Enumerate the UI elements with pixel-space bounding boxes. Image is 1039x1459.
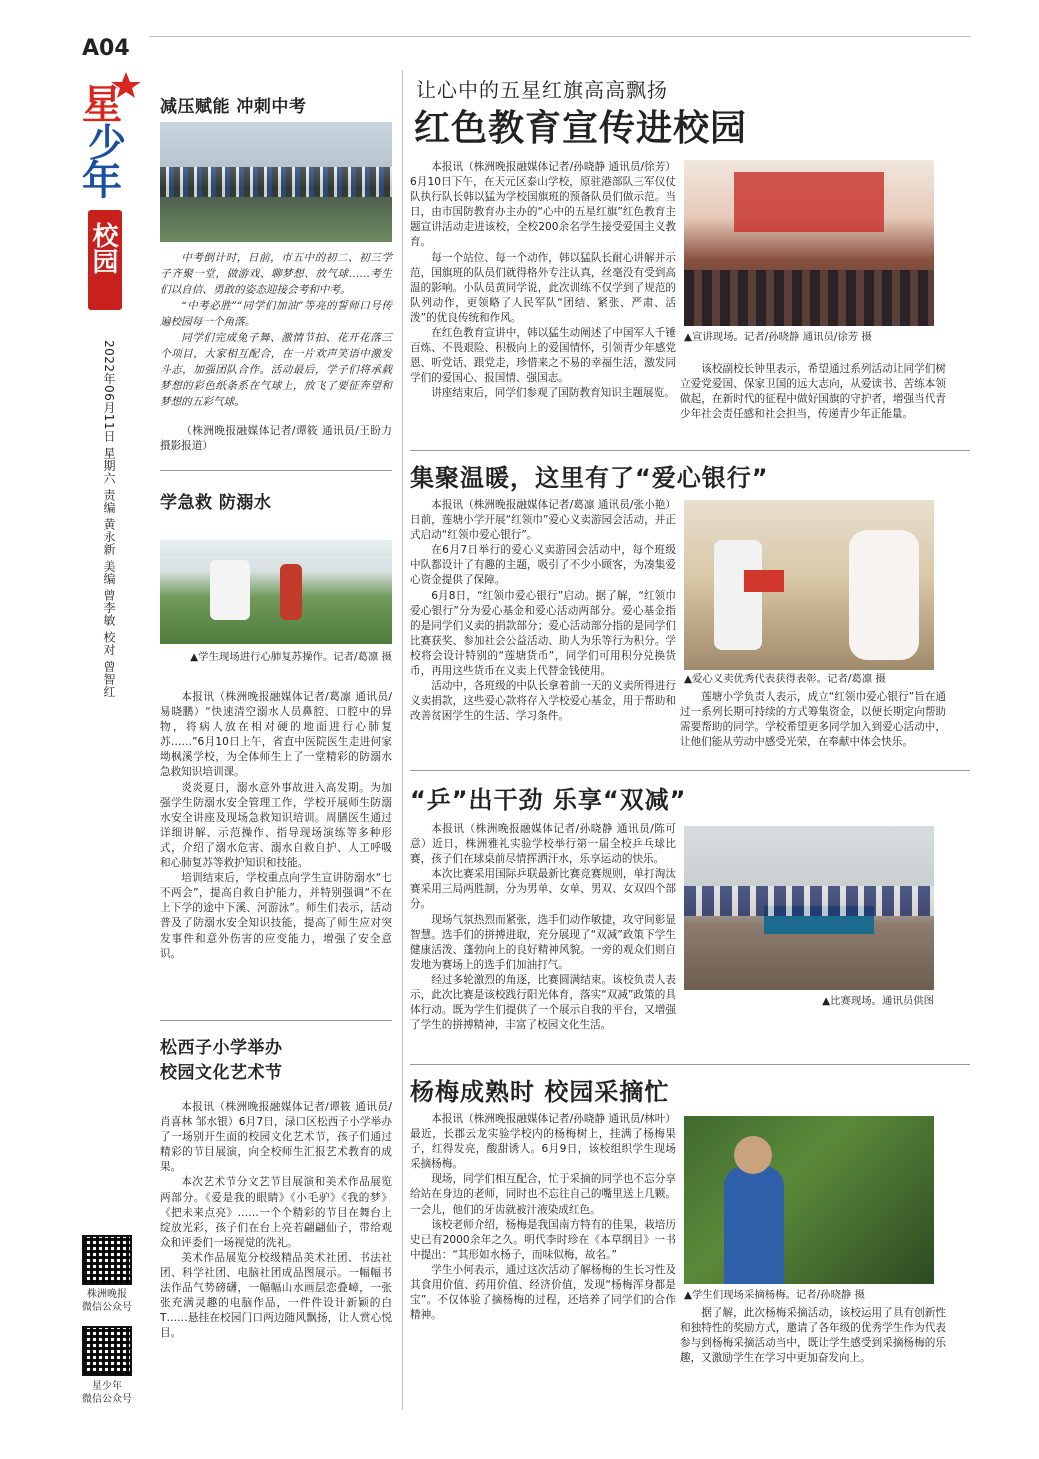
main-caption: ▲宣讲现场。记者/孙晓静 通讯员/徐芳 摄 [684,331,872,343]
article7-body: 本报讯（株洲晚报融媒体记者/孙晓静 通讯员/林叶）最近，长郡云龙实验学校内的杨梅树上，挂满了杨梅果子，红得发亮，酸甜诱人。6月9日，该校组织学生现场采摘杨梅。 现场，同学们相互配合，忙于采摘的同学也不忘分享给站在身边的老师，同时也不忘往自己的嘴里送上几颗。一会儿，他们的牙齿就被汁液染成红色。 该校老师介绍，杨梅是我国南方特有的佳果，栽培历史已有2000余年之久。明代李时珍在《本草纲目》一书中提出：“其形如水杨子，而味似梅，故名。” 学生小何表示，通过这次活动了解杨梅的生长习性及其食用价值、药用价值、经济价值，发现“杨梅浑身都是宝”。不仅体验了摘杨梅的过程，还培养了同学们的合作精神。 [410,1113,676,1322]
article6-photo [684,826,934,990]
side-info: 2022年06月11日 星期六 责编 黄永新 美编 曾李敏 校对 曾智红 [102,340,116,698]
article1-credit: （株洲晚报融媒体记者/谭筱 通讯员/王盼力 摄影报道） [160,425,392,453]
article7-title: 杨梅成熟时 校园采摘忙 [410,1078,670,1106]
article1-title: 减压赋能 冲刺中考 [160,97,307,117]
qr-label-zhuzhou: 株洲晚报 微信公众号 [82,1289,132,1313]
article7-caption: ▲学生们现场采摘杨梅。记者/孙晓静 摄 [684,1289,866,1301]
svg-text:星: 星 [82,82,122,128]
article5-photo [684,500,934,670]
article3-title: 松西子小学举办 校园文化艺术节 [160,1038,283,1083]
article5-caption: ▲爱心义卖优秀代表获得表彰。记者/葛凛 摄 [684,673,886,685]
page-number: A04 [82,36,130,61]
divider-2 [160,1020,392,1021]
qr-label-xingshaonian: 星少年 微信公众号 [82,1381,132,1405]
qr-code-xingshaonian [82,1326,132,1376]
main-body-col1: 本报讯（株洲晚报融媒体记者/孙晓静 通讯员/徐芳）6月10日下午，在天元区泰山学校，原驻港部队三军仪仗队执行队长韩以猛为学校国旗班的预备队员们做示范。当日，由市国防教育办主办的“心中的五星红旗”红色教育主题宣讲活动走进该校，全校200余名学生接受爱国主义教育。 每一个站位、每一个动作，韩以猛队长耐心讲解并示范，国旗班的队员们就得格外专注认真，丝毫没有受到高温的影响。小队员黄同学说，此次训练不仅学到了规范的队列动作，更领略了人民军队“团结、紧张、严肃、活泼”的优良传统和作风。 在红色教育宣讲中，韩以猛生动阐述了中国军人千锤百炼、不畏艰险、积极向上的爱国情怀，引领青少年感党恩、听党话、跟党走，珍惜来之不易的幸福生活，激发同学们的爱国心、报国情、强国志。 讲座结束后，同学们参观了国防教育知识主题展览。 [410,161,676,400]
header-rule [150,36,970,37]
main-photo [684,160,934,326]
svg-text:少: 少 [88,121,127,165]
main-kicker: 让心中的五星红旗高高飘扬 [416,78,668,102]
article5-body-col1: 本报讯（株洲晚报融媒体记者/葛凛 通讯员/张小艳）日前，莲塘小学开展“红领巾”爱心义卖游园会活动，并正式启动“红领巾爱心银行”。 在6月7日举行的爱心义卖游园会活动中，每个班级中队都设计了有趣的主题，吸引了不少小顾客，为凑集爱心资金提供了保障。 6月8日，“红领巾爱心银行”启动。据了解，“红领巾爱心银行”分为爱心基金和爱心活动两部分。爱心基金指的是同学们义卖的捐款部分；爱心活动部分指的是同学们比赛获奖、参加社会公益活动、助人为乐等行为积分。学校将会设计特别的“莲塘货币”，同学们可用积分兑换货币，再用这些货币在义卖上代替金钱使用。 活动中，各班级的中队长拿着前一天的义卖所得进行义卖捐款，这些爱心款将存入学校爱心基金，用于帮助和改善贫困学生的生活、学习条件。 [410,499,676,723]
divider-4 [410,770,970,771]
divider-3 [410,450,970,451]
article7-body-col2: 据了解，此次杨梅采摘活动，该校运用了具有创新性和独特性的奖励方式，邀请了各年级的优秀学生作为代表参与到杨梅采摘活动当中，既让学生感受到采摘杨梅的乐趣，又激励学生在学习中更加奋发向上。 [680,1307,946,1365]
divider-5 [410,1064,970,1065]
main-title: 红色教育宣传进校园 [414,108,748,149]
article6-title: “乒”出干劲 乐享“双减” [410,786,687,814]
divider-1 [160,470,392,471]
article1-body: 中考倒计时，日前，市五中的初二、初三学子齐聚一堂，做游戏、聊梦想、放气球……考生们以自信、勇敢的姿态迎接会考和中考。 “中考必胜”“同学们加油”等亮的誓师口号传遍校园每一个角落。 同学们完成兔子舞、激情节拍、花开花落三个项目，大家相互配合，在一片欢声笑语中激发斗志，加强团队合作。活动最后，学子们将承载梦想的彩色纸条系在气球上，放飞了要征奔望和梦想的五彩气球。 [160,252,392,408]
article7-photo [684,1116,934,1284]
article6-body: 本报讯（株洲晚报融媒体记者/孙晓静 通讯员/陈可意）近日，株洲雅礼实验学校举行第一届全校乒乓球比赛，孩子们在球桌前尽情挥洒汗水，乐享运动的快乐。 本次比赛采用国际乒联最新比赛竞赛规则，单打淘汰赛采用三局两胜制，分为男单、女单、男双、女双四个部分。 现场气氛热烈而紧张，选手们动作敏捷，攻守间彰显智慧。选手们的拼搏进取，充分展现了“双减”政策下学生健康活泼、蓬勃向上的良好精神风貌。一旁的观众们则自发地为赛场上的选手们加油打气。 经过多轮激烈的角逐，比赛圆满结束。该校负责人表示，此次比赛是该校践行阳光体育，落实“双减”政策的具体行动。既为学生们提供了一个展示自我的平台，又增强了学生的拼搏精神，丰富了校园文化生活。 [410,823,676,1032]
brand-logo [80,70,142,200]
article2-body: 本报讯（株洲晚报融媒体记者/葛凛 通讯员/易晓鹏）“快速清空溺水人员鼻腔、口腔中的异物，将病人放在相对硬的地面进行心肺复苏……”6月10日上午，省直中医院医生走进何家坳枫溪学校，为全体师生上了一堂精彩的防溺水急救知识培训课。 炎炎夏日，溺水意外事故进入高发期。为加强学生防溺水安全管理工作，学校开展师生防溺水安全讲座及现场急救知识培训。周膳医生通过详细讲解、示范操作、指导现场演练等多种形式，介绍了溺水危害、溺水自救自护、人工呼吸和心肺复苏等救护知识和技能。 培训结束后，学校重点向学生宣讲防溺水“七不两会”，提高自救自护能力，并特别强调“不在上下学的途中下溪、河游泳”。师生们表示，活动普及了防溺水安全知识技能，提高了师生应对突发事件和意外伤害的应变能力，增强了安全意识。 [160,691,392,960]
qr-code-zhuzhou [82,1235,132,1285]
article2-title: 学急救 防溺水 [160,493,272,513]
article6-caption: ▲比赛现场。通讯员供图 [822,995,934,1007]
section-label: 校园 [88,222,118,274]
article3-body: 本报讯（株洲晚报融媒体记者/谭筱 通讯员/肖喜林 邹水银）6月7日，渌口区松西子小学举办了一场别开生面的校园文化艺术节，孩子们通过精彩的节目展演，向全校师生汇报艺术教育的成果。 本次艺术节分文艺节目展演和美术作品展览两部分。《爱是我的眼睛》《小毛驴》《我的梦》《把未来点亮》……一个个精彩的节目在舞台上绽放光彩，孩子们在台上亮若翩翩仙子，带给观众和评委们一场视觉的洗礼。 美术作品展览分校级精品美术社团、书法社团、科学社团、电脑社团成品图展示。一幅幅书法作品气势磅礴，一幅幅山水画层恋叠嶂，一张张充满灵趣的电脑作品，一件件设计新颖的白T……悬挂在校园门口两边随风飘扬，让人赏心悦目。 [160,1101,392,1340]
article5-body-col2: 莲塘小学负责人表示，成立“红领巾爱心银行”旨在通过一系列长期可持续的方式筹集资金，以便长期定向帮助需要帮助的同学。学校希望更多同学加入到爱心活动中，让他们能从劳动中感受光荣，在奉献中体会快乐。 [680,691,946,749]
article1-photo [160,122,392,242]
svg-text:年: 年 [82,158,122,200]
left-column-rule [402,70,403,1410]
article2-caption: ▲学生现场进行心肺复苏操作。记者/葛凛 摄 [190,651,392,663]
article2-photo [160,540,392,644]
article5-title: 集聚温暖，这里有了“爱心银行” [410,464,769,492]
main-body-col2: 该校副校长钟里表示，希望通过系列活动让同学们树立爱党爱国、保家卫国的远大志向，从爱读书、苦练本领做起，在新时代的征程中做好国旗的守护者，增强当代青少年社会责任感和社会担当，传递青少年正能量。 [680,363,946,421]
